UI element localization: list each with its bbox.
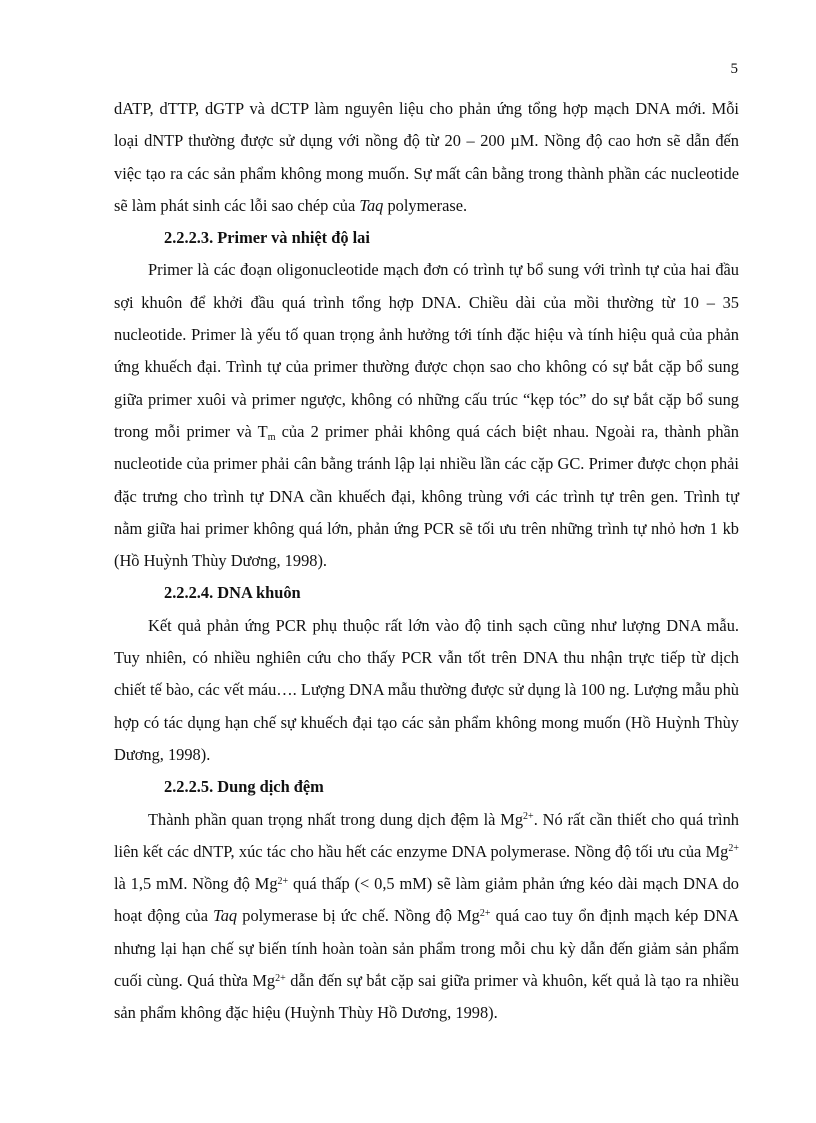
intro-text-1: dATP, dTTP, dGTP và dCTP làm nguyên liệu cho phản ứng tổng hợp mạch DNA mới. Mỗi loại dNTP thường được sử dụng với nồng độ từ 20 – 200 µM. Nồng độ cao hơn sẽ dẫn đến việc tạo ra các sản phẩm không mong muốn. Sự mất cân bằng trong thành phần các nucleotide sẽ làm phát sinh các lỗi sao chép của — [114, 99, 739, 215]
tm-subscript: m — [267, 431, 276, 443]
buffer-text-1: Thành phần quan trọng nhất trong dung dịch đệm là — [148, 809, 501, 829]
buffer-text-2: . Nó rất cần thiết cho quá trình liên kết các dNTP, xúc tác cho hầu hết các enzyme DNA polymerase. Nồng độ tối ưu của — [114, 809, 740, 861]
mg-charge: 2+ — [479, 907, 491, 919]
mg-symbol: Mg — [457, 906, 480, 926]
buffer-text-5: polymerase bị ức chế. Nồng độ — [237, 906, 458, 926]
dna-template-text: Kết quả phản ứng PCR phụ thuộc rất lớn vào độ tinh sạch cũng như lượng DNA mẫu. Tuy nhiên, có nhiều nghiên cứu cho thấy PCR vẫn tốt trên DNA thu nhận trực tiếp từ dịch chiết tế bào, các vết máu…. Lượng DNA mẫu thường được sử dụng là 100 ng. Lượng mẫu phù hợp có tác dụng hạn chế sự khuếch đại tạo các sản phẩm không mong muốn (Hồ Huỳnh Thùy Dương, 1998). — [114, 615, 739, 764]
primer-paragraph — [114, 254, 739, 577]
mg-symbol: Mg — [705, 841, 729, 861]
primer-text-2: của 2 primer phải không quá cách biệt nhau. Ngoài ra, thành phần nucleotide của primer phải cân bằng tránh lập lại nhiều lần các cặp GC. Primer được chọn phải đặc trưng cho trình tự DNA cần khuếch đại, không trùng với các trình tự trên gen. Trình tự nằm giữa hai primer không quá lớn, phản ứng PCR sẽ tối ưu trên những trình tự nhỏ hơn 1 kb (Hồ Huỳnh Thùy Dương, 1998). — [114, 421, 739, 571]
mg-symbol: Mg — [252, 971, 276, 991]
primer-text-1: Primer là các đoạn oligonucleotide mạch đơn có trình tự bổ sung với trình tự của hai đầu sợi khuôn để khởi đầu quá trình tổng hợp DNA. Chiều dài của mồi thường từ 10 – 35 nucleotide. Primer là yếu tố quan trọng ảnh hưởng tới tính đặc hiệu và tính hiệu quả của phản ứng khuếch đại. Trình tự của primer thường được chọn sao cho không có sự bắt cặp bổ sung giữa primer xuôi và primer ngược, không có những cấu trúc “kẹp tóc” do sự bắt cặp bổ sung trong mỗi primer và T — [114, 260, 739, 441]
intro-text-2: polymerase. — [383, 195, 468, 215]
mg-charge: 2+ — [728, 843, 739, 855]
buffer-paragraph — [114, 804, 739, 1030]
section-heading-primer: 2.2.2.3. Primer và nhiệt độ lai — [164, 228, 370, 248]
page-number: 5 — [730, 61, 738, 77]
taq-italic: Taq — [359, 195, 384, 215]
buffer-text-3: là 1,5 mM. Nồng độ — [114, 874, 255, 894]
dna-template-paragraph — [114, 610, 739, 771]
mg-symbol: Mg — [254, 874, 278, 894]
mg-charge: 2+ — [523, 811, 534, 823]
mg-symbol: Mg — [500, 809, 524, 829]
buffer-text-4: quá thấp (< 0,5 mM) sẽ làm giảm phản ứng kéo dài mạch DNA do hoạt động của — [114, 874, 739, 926]
section-heading-buffer: 2.2.2.5. Dung dịch đệm — [164, 777, 324, 797]
taq-italic: Taq — [213, 906, 238, 926]
page-content — [114, 93, 739, 1030]
mg-charge: 2+ — [277, 875, 289, 887]
buffer-text-6: quá cao tuy ổn định mạch kép DNA nhưng lại hạn chế sự biến tính hoàn toàn sản phẩm trong mỗi chu kỳ dẫn đến giảm sản phẩm cuối cùng. Quá thừa — [114, 906, 739, 991]
section-heading-dna-template: 2.2.2.4. DNA khuôn — [164, 583, 301, 603]
mg-charge: 2+ — [275, 972, 286, 984]
buffer-text-7: dẫn đến sự bắt cặp sai giữa primer và khuôn, kết quả là tạo ra nhiều sản phẩm không đặc hiệu (Huỳnh Thùy Hồ Dương, 1998). — [114, 971, 739, 1023]
intro-paragraph — [114, 93, 739, 222]
